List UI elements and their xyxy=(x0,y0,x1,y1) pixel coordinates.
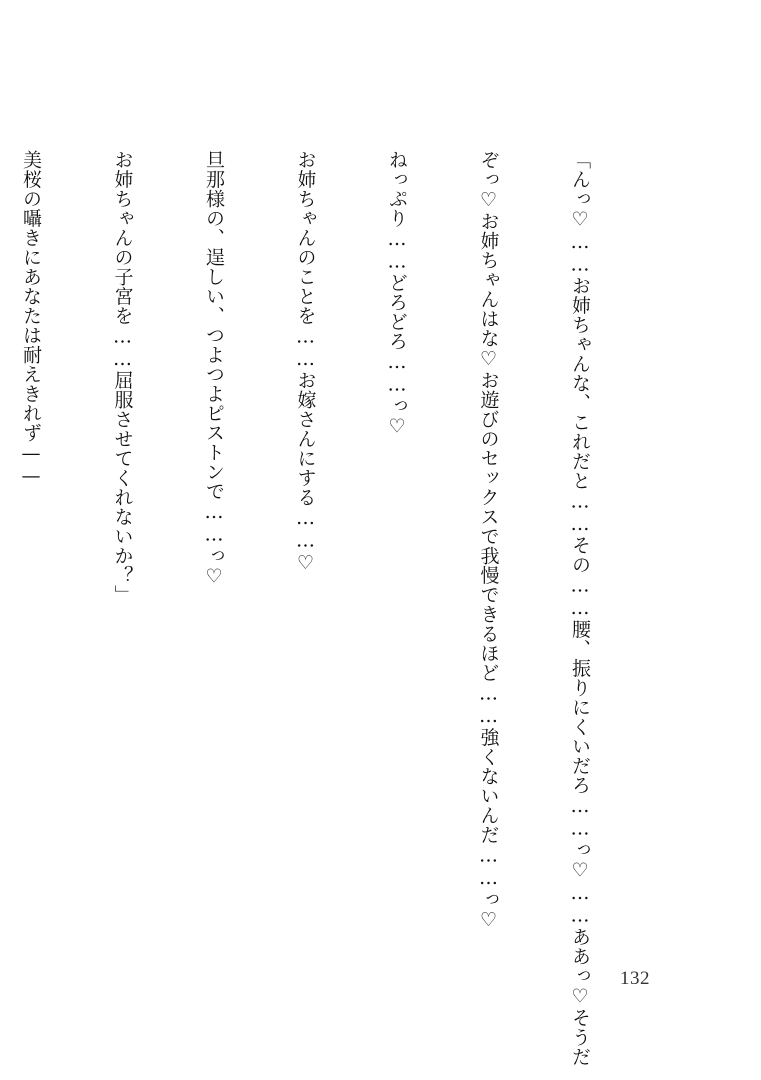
text-line: お姉ちゃんの子宮を……屈服させてくれないか？」 xyxy=(111,150,134,605)
text-line: 旦那様の、逞しい、つよつよピストンで……っ♡ xyxy=(203,150,225,588)
text-line: 美桜の囁きにあなたは耐えきれず—— xyxy=(20,150,42,488)
text-line: お姉ちゃんのことを……お嫁さんにする……♡ xyxy=(294,150,317,575)
text-line: ぞっ♡お姉ちゃんはな♡お遊びのセックスで我慢できるほど……強くないんだ……っ♡ xyxy=(477,150,500,932)
page-number: 132 xyxy=(620,968,650,989)
text-line: 「んっ♡……お姉ちゃんな、これだと……その……腰、振りにくいだろ……っ♡……ああっ♡そうだ xyxy=(569,150,591,1067)
text-line: ねっぷり……どろどろ……っ♡ xyxy=(386,150,408,438)
